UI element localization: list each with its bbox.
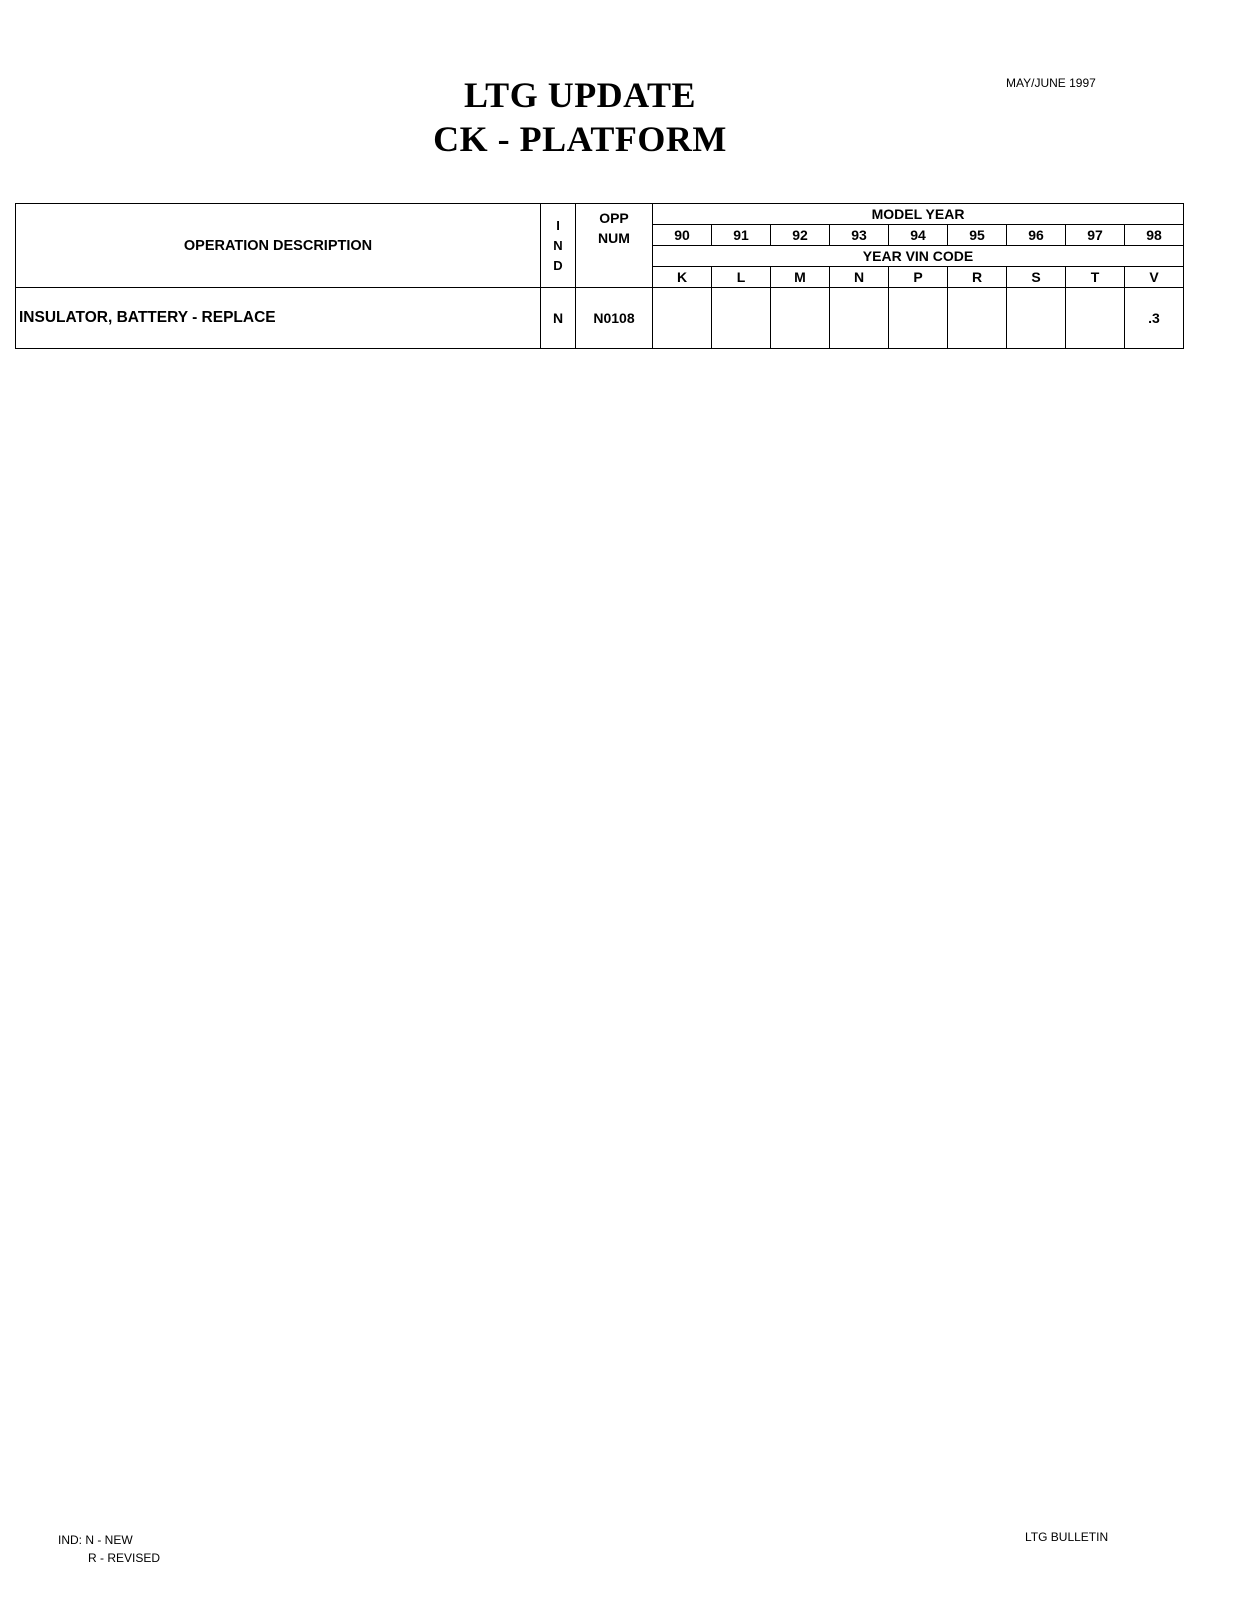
year-cell: 90 [653,225,712,246]
labor-time-cell [1007,288,1066,349]
page-subtitle: CK - PLATFORM [433,119,727,159]
labor-time-cell: .3 [1125,288,1184,349]
vin-code-cell: S [1007,267,1066,288]
year-cell: 98 [1125,225,1184,246]
operation-description-cell: INSULATOR, BATTERY - REPLACE [16,288,541,349]
publication-date: MAY/JUNE 1997 [1006,76,1096,90]
footer-legend-revised: R - REVISED [88,1551,161,1565]
vin-code-cell: L [712,267,771,288]
operation-description-header: OPERATION DESCRIPTION [16,204,541,288]
year-cell: 91 [712,225,771,246]
year-cell: 93 [830,225,889,246]
page-title: LTG UPDATE [463,75,697,115]
opp-header-line: NUM [598,230,630,246]
labor-time-cell [771,288,830,349]
opp-num-header [576,204,653,288]
year-cell: 96 [1007,225,1066,246]
year-cell: 97 [1066,225,1125,246]
footer-legend-new: IND: N - NEW [58,1533,133,1547]
vin-code-cell: K [653,267,712,288]
ind-cell: N [541,288,576,349]
year-vin-code-header: YEAR VIN CODE [653,246,1184,267]
labor-time-table [15,203,1184,349]
labor-time-cell [830,288,889,349]
year-cell: 92 [771,225,830,246]
table-row [16,288,1184,349]
vin-code-cell: R [948,267,1007,288]
labor-time-cell [889,288,948,349]
vin-code-cell: T [1066,267,1125,288]
year-cell: 95 [948,225,1007,246]
ind-header-letter: N [553,237,563,253]
ind-header [541,204,576,288]
ind-header-letter: I [556,217,560,233]
opp-num-cell: N0108 [576,288,653,349]
model-year-header: MODEL YEAR [653,204,1184,225]
vin-code-cell: N [830,267,889,288]
vin-code-cell: V [1125,267,1184,288]
opp-header-line: OPP [599,210,629,226]
vin-code-cell: P [889,267,948,288]
labor-time-cell [712,288,771,349]
ind-header-letter: D [553,257,563,273]
vin-code-cell: M [771,267,830,288]
year-cell: 94 [889,225,948,246]
labor-time-cell [1066,288,1125,349]
footer-bulletin-label: LTG BULLETIN [1025,1530,1109,1544]
labor-time-cell [948,288,1007,349]
header-row-model-year [16,204,1184,225]
labor-time-cell [653,288,712,349]
